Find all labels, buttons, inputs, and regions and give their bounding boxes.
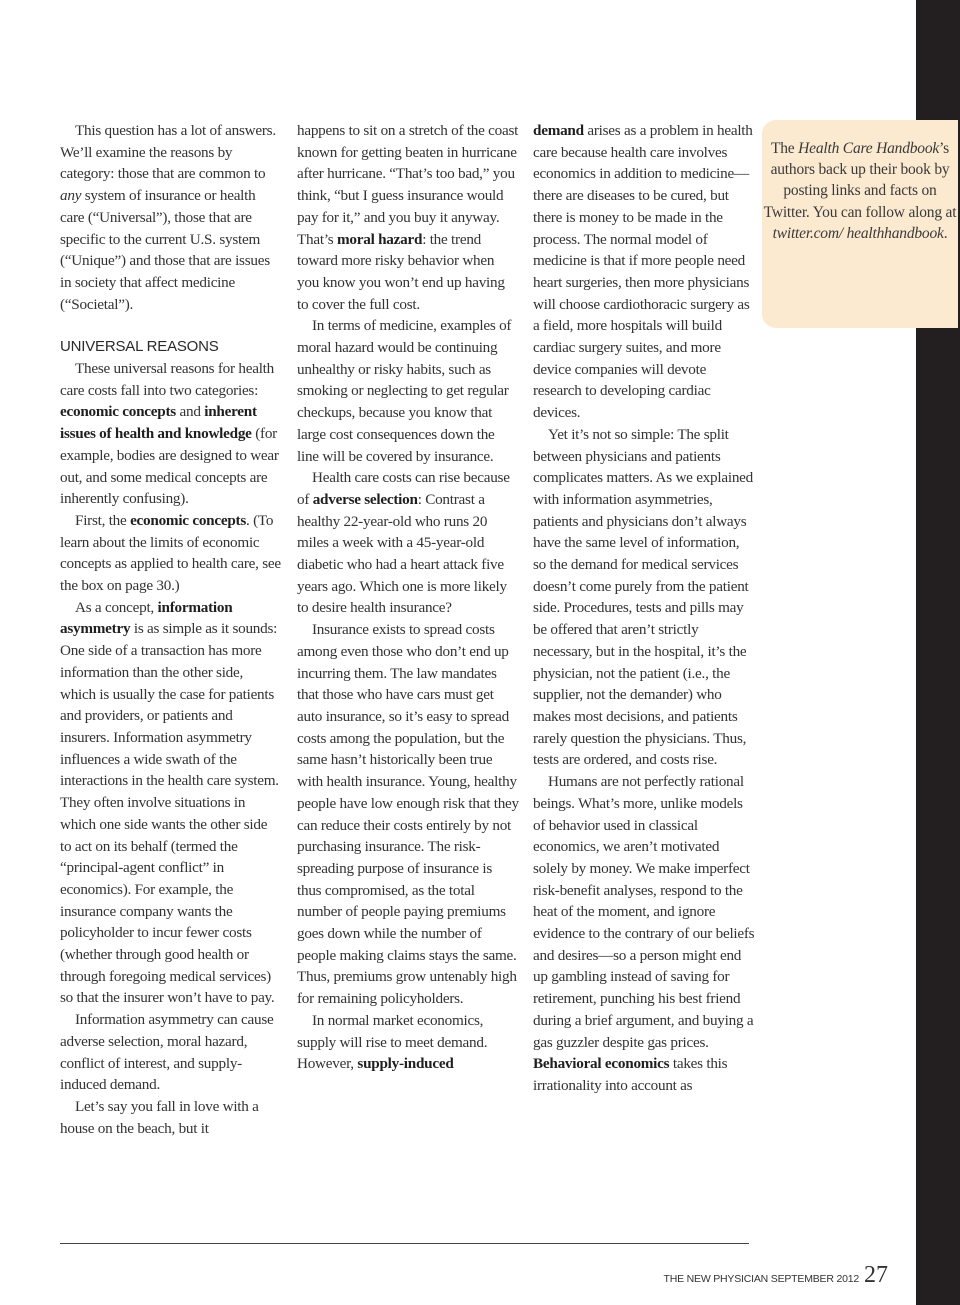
paragraph: Behavioral economics takes this irrationality into account as bbox=[533, 1055, 728, 1094]
paragraph: These universal reasons for health care costs fall into two categories: economic concepts and inherent issues of health and knowledge (for example, bodies are designed to wear out, and some medical concepts are inherently confusing). bbox=[60, 360, 279, 508]
paragraph: Information asymmetry can cause adverse selection, moral hazard, conflict of interest, and supply-induced demand. bbox=[60, 1011, 274, 1094]
footer-divider bbox=[60, 1243, 749, 1244]
publication-name: THE NEW PHYSICIAN SEPTEMBER 2012 bbox=[663, 1273, 859, 1285]
twitter-link[interactable]: twitter.com/ healthhandbook bbox=[772, 224, 944, 242]
sidebar-text: The Health Care Handbook’s authors back up their book by posting links and facts on Twitter. You can follow along at twitter.com/ healthhandbook. bbox=[763, 140, 957, 242]
paragraph: This question has a lot of answers. We’ll examine the reasons by category: those that are common to any system of insurance or health care (“Universal”), those that are specific to the current U.S. system (“Unique”) and those that are issues in society that affect medicine (“Societal”). bbox=[60, 122, 276, 313]
paragraph: Insurance exists to spread costs among even those who don’t end up incurring them. The law mandates that those who have cars must get auto insurance, so it’s easy to spread costs among the population, but the same hasn’t historically been true with health insurance. Young, healthy people have low enough risk that they can reduce their costs entirely by not purchasing insurance. The risk-spreading purpose of insurance is thus compromised, as the total number of people paying premiums goes down while the number of people making claims stays the same. Thus, premiums grow untenably high for remaining policyholders. bbox=[297, 621, 519, 1008]
page-footer bbox=[664, 1262, 888, 1289]
paragraph: Health care costs can rise because of adverse selection: Contrast a healthy 22-year-old who runs 20 miles a week with a 45-year-old diabetic who had a heart attack five years ago. Which one is more likely to desire health insurance? bbox=[297, 469, 510, 617]
page-number: 27 bbox=[864, 1262, 888, 1288]
paragraph: happens to sit on a stretch of the coast known for getting beaten in hurricane after hurricane. “That’s too bad,” you think, “but I guess insurance would pay for it,” and you buy it anyway. That’s moral hazard: the trend toward more risky behavior when you know you won’t end up having to cover the full cost. bbox=[297, 122, 519, 313]
paragraph: In terms of medicine, examples of moral hazard would be continuing unhealthy or risky habits, such as smoking or neglecting to get regular checkups, because you know that large cost consequences down the line will be covered by insurance. bbox=[297, 317, 512, 465]
paragraph: Yet it’s not so simple: The split between physicians and patients complicates matters. As we explained with information asymmetries, patients and physicians don’t always have the same level of information, so the demand for medical services doesn’t come purely from the patient side. Procedures, tests and pills may be offered that aren’t strictly necessary, but in the hospital, it’s the physician, not the patient (i.e., the supplier, not the demander) who makes most decisions, and patients rarely question the physicians. Thus, tests are ordered, and costs rise. bbox=[533, 425, 754, 769]
paragraph: First, the economic concepts. (To learn about the limits of economic concepts as applied to health care, see the box on page 30.) bbox=[60, 511, 281, 595]
paragraph: As a concept, information asymmetry is as simple as it sounds: One side of a transaction has more information than the other side, which is usually the case for patients and providers, or patients and insurers. Information asymmetry influences a wide swath of the interactions in the health care system. They often involve situations in which one side wants the other side to act on its behalf (termed the “principal-agent conflict” in economics). For example, the insurance company wants the policyholder to incur fewer costs (whether through good health or through foregoing medical services) so that the insurer won’t have to pay. bbox=[60, 598, 279, 1007]
paragraph: Humans are not perfectly rational beings. What’s more, unlike models of behavior used in classical economics, we aren’t motivated solely by money. We make imperfect risk-benefit analyses, respond to the heat of the moment, and ignore evidence to the contrary of our beliefs and desires—so a person might end up gambling instead of saving for retirement, punching his best friend during a brief argument, and buying a gas guzzler despite gas prices. bbox=[533, 773, 755, 1051]
twitter-sidebar-box bbox=[762, 120, 958, 328]
article-column-1 bbox=[60, 120, 282, 1139]
paragraph: demand arises as a problem in health care because health care involves economics in addition to medicine—there are diseases to be cured, but there is money to be made in the process. The normal model of medicine is that if more people need heart surgeries, then more physicians will choose cardiothoracic surgery as a field, more hospitals will build cardiac surgery suites, and more device companies will devote research to developing cardiac devices. bbox=[533, 122, 753, 422]
paragraph: In normal market economics, supply will rise to meet demand. However, supply-induced bbox=[297, 1011, 488, 1073]
article-column-2 bbox=[297, 120, 519, 1075]
section-heading: UNIVERSAL REASONS bbox=[60, 338, 219, 356]
paragraph: Let’s say you fall in love with a house on the beach, but it bbox=[60, 1097, 259, 1137]
article-column-3 bbox=[533, 120, 755, 1097]
